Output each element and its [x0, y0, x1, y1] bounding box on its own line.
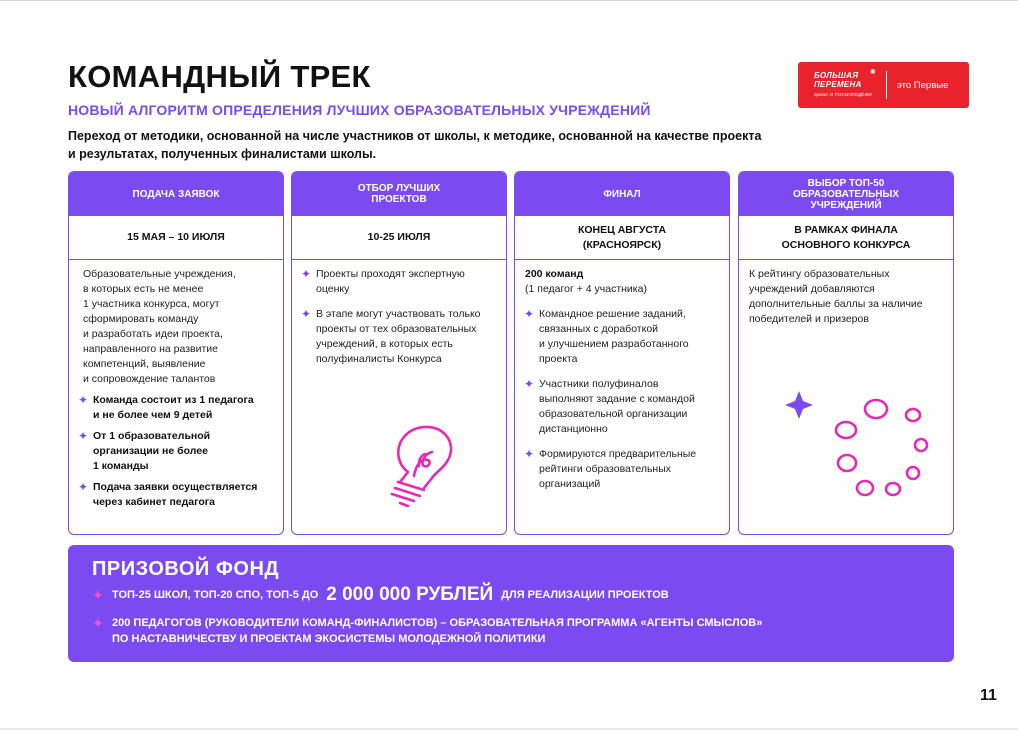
- stage-card-final: [514, 171, 730, 535]
- text-line: образовательной организации: [539, 408, 688, 420]
- text-line: направленного на развитие: [83, 343, 218, 355]
- text-line: дополнительные баллы за наличие: [749, 298, 923, 310]
- logo-slogan: это Первые: [897, 80, 949, 91]
- sparkle-icon: ✦: [301, 267, 312, 281]
- logo-divider: [886, 71, 887, 99]
- stage-header: ФИНАЛ: [515, 172, 729, 216]
- text-line: 200 команд: [525, 268, 584, 280]
- text-line: Командное решение заданий,: [539, 308, 686, 320]
- page-title: КОМАНДНЫЙ ТРЕК: [68, 59, 371, 94]
- text-line: рейтинги образовательных: [539, 463, 672, 475]
- header-line: ОТБОР ЛУЧШИХ: [357, 183, 441, 194]
- sparkle-icon: ✺: [870, 69, 876, 76]
- date-line: В РАМКАХ ФИНАЛА: [794, 223, 898, 236]
- text-line: и улучшением разработанного: [539, 338, 689, 350]
- sparkle-icon: ✦: [301, 307, 312, 321]
- date-line: КОНЕЦ АВГУСТА: [577, 223, 667, 236]
- stage-bullet: [79, 480, 273, 510]
- intro-text: [68, 127, 888, 163]
- header-line: УЧРЕЖДЕНИЙ: [810, 199, 882, 211]
- date-line: ОСНОВНОГО КОНКУРСА: [781, 238, 911, 251]
- stage-header: ПОДАЧА ЗАЯВОК: [69, 172, 283, 216]
- stage-lead: [525, 267, 719, 297]
- stage-bullet: [525, 307, 719, 367]
- sparkle-icon: ✦: [524, 377, 535, 391]
- text-line: связанных с доработкой: [539, 323, 659, 335]
- stage-bullet: [302, 307, 496, 367]
- prize-fund-panel: [68, 545, 954, 662]
- logo-caption: проект от РОСМОЛОДЁЖИ: [814, 92, 872, 97]
- text-line: компетенций, выявление: [83, 358, 206, 370]
- text-line: 1 участника конкурса, могут: [83, 298, 220, 310]
- text-line: учреждений, в которых есть: [316, 338, 453, 350]
- stage-header: [292, 172, 506, 216]
- sparkle-icon: ✦: [78, 429, 89, 443]
- text-line: дистанционно: [539, 423, 608, 435]
- sparkle-icon: [785, 391, 813, 419]
- stage-paragraph: [749, 267, 943, 327]
- text-line: выполняют задание с командой: [539, 393, 695, 405]
- text-line: От 1 образовательной: [93, 430, 211, 442]
- text-line: Образовательные учреждения,: [83, 268, 236, 280]
- logo: [798, 62, 969, 108]
- text-line: организации не более: [93, 445, 208, 457]
- sparkle-icon: ✦: [78, 393, 89, 407]
- text-line: и сопровождение талантов: [83, 373, 216, 385]
- text-line: и разработать идеи проекта,: [83, 328, 223, 340]
- prize-text: ТОП-25 ШКОЛ, ТОП-20 СПО, ТОП-5 ДО: [112, 589, 319, 601]
- text-line: через кабинет педагога: [93, 496, 216, 508]
- stage-paragraph: [79, 267, 273, 387]
- text-line: К рейтингу образовательных: [749, 268, 890, 280]
- text-line: проекты от тех образовательных: [316, 323, 477, 335]
- intro-line: и результатах, полученных финалистами школы.: [68, 147, 377, 161]
- text-line: сформировать команду: [83, 313, 199, 325]
- stage-card-applications: [68, 171, 284, 535]
- stage-body: [69, 260, 283, 510]
- text-line: проекта: [539, 353, 578, 365]
- intro-line: Переход от методики, основанной на числе участников от школы, к методике, основанной на качестве проекта: [68, 129, 762, 143]
- header-line: ПРОЕКТОВ: [371, 194, 427, 205]
- text-line: Проекты проходят экспертную: [316, 268, 465, 280]
- stage-date: 15 МАЯ – 10 ИЮЛЯ: [69, 216, 283, 260]
- sparkle-icon: ✦: [524, 447, 535, 461]
- stage-card-selection: [291, 171, 507, 535]
- logo-wordmark: [814, 71, 862, 89]
- stage-body: [515, 260, 729, 492]
- page-subtitle: НОВЫЙ АЛГОРИТМ ОПРЕДЕЛЕНИЯ ЛУЧШИХ ОБРАЗОВАТЕЛЬНЫХ УЧРЕЖДЕНИЙ: [68, 102, 651, 118]
- text-line: организаций: [539, 478, 601, 490]
- stage-card-top50: [738, 171, 954, 535]
- sparkle-icon: ✦: [524, 307, 535, 321]
- prize-text: ПО НАСТАВНИЧЕСТВУ И ПРОЕКТАМ ЭКОСИСТЕМЫ МОЛОДЕЖНОЙ ПОЛИТИКИ: [112, 633, 546, 645]
- text-line: и не более чем 9 детей: [93, 409, 213, 421]
- prize-amount: 2 000 000 РУБЛЕЙ: [326, 584, 494, 605]
- header-line: ВЫБОР ТОП-50: [807, 177, 885, 189]
- text-line: 1 команды: [93, 460, 149, 472]
- prize-item: [92, 584, 669, 605]
- stage-body: [739, 260, 953, 327]
- text-line: в которых есть не менее: [83, 283, 204, 295]
- text-line: Подача заявки осуществляется: [93, 481, 258, 493]
- text-line: победителей и призеров: [749, 313, 869, 325]
- stage-bullet: [302, 267, 496, 297]
- text-line: Участники полуфиналов: [539, 378, 659, 390]
- sparkle-icon: ✦: [92, 615, 104, 631]
- text-line: учреждений добавляются: [749, 283, 875, 295]
- circles-icon: [779, 387, 939, 507]
- text-line: оценку: [316, 283, 350, 295]
- stage-bullet: [79, 393, 273, 423]
- text-line: Формируются предварительные: [539, 448, 697, 460]
- stage-date: [515, 216, 729, 260]
- stage-bullet: [525, 447, 719, 492]
- stage-date: 10-25 ИЮЛЯ: [292, 216, 506, 260]
- lightbulb-icon: [362, 402, 472, 512]
- logo-line: ПЕРЕМЕНА: [814, 80, 862, 89]
- date-line: (КРАСНОЯРСК): [582, 238, 662, 251]
- text-line: полуфиналисты Конкурса: [316, 353, 442, 365]
- prize-title: ПРИЗОВОЙ ФОНД: [92, 558, 280, 580]
- prize-text: 200 ПЕДАГОГОВ (РУКОВОДИТЕЛИ КОМАНД-ФИНАЛИСТОВ) – ОБРАЗОВАТЕЛЬНАЯ ПРОГРАММА «АГЕНТЫ СМЫСЛОВ»: [112, 617, 763, 629]
- stage-header: [739, 172, 953, 216]
- prize-item: [92, 615, 762, 647]
- page-number: 11: [980, 687, 997, 704]
- logo-line: БОЛЬШАЯ: [814, 71, 859, 80]
- text-line: (1 педагог + 4 участника): [525, 283, 647, 295]
- text-line: Команда состоит из 1 педагога: [93, 394, 254, 406]
- text-line: В этапе могут участвовать только: [316, 308, 481, 320]
- stage-bullet: [79, 429, 273, 474]
- sparkle-icon: ✦: [78, 480, 89, 494]
- stage-body: [292, 260, 506, 367]
- sparkle-icon: ✦: [92, 587, 104, 603]
- stage-bullet: [525, 377, 719, 437]
- header-line: ОБРАЗОВАТЕЛЬНЫХ: [792, 188, 899, 200]
- prize-text: ДЛЯ РЕАЛИЗАЦИИ ПРОЕКТОВ: [501, 589, 669, 601]
- stage-date: [739, 216, 953, 260]
